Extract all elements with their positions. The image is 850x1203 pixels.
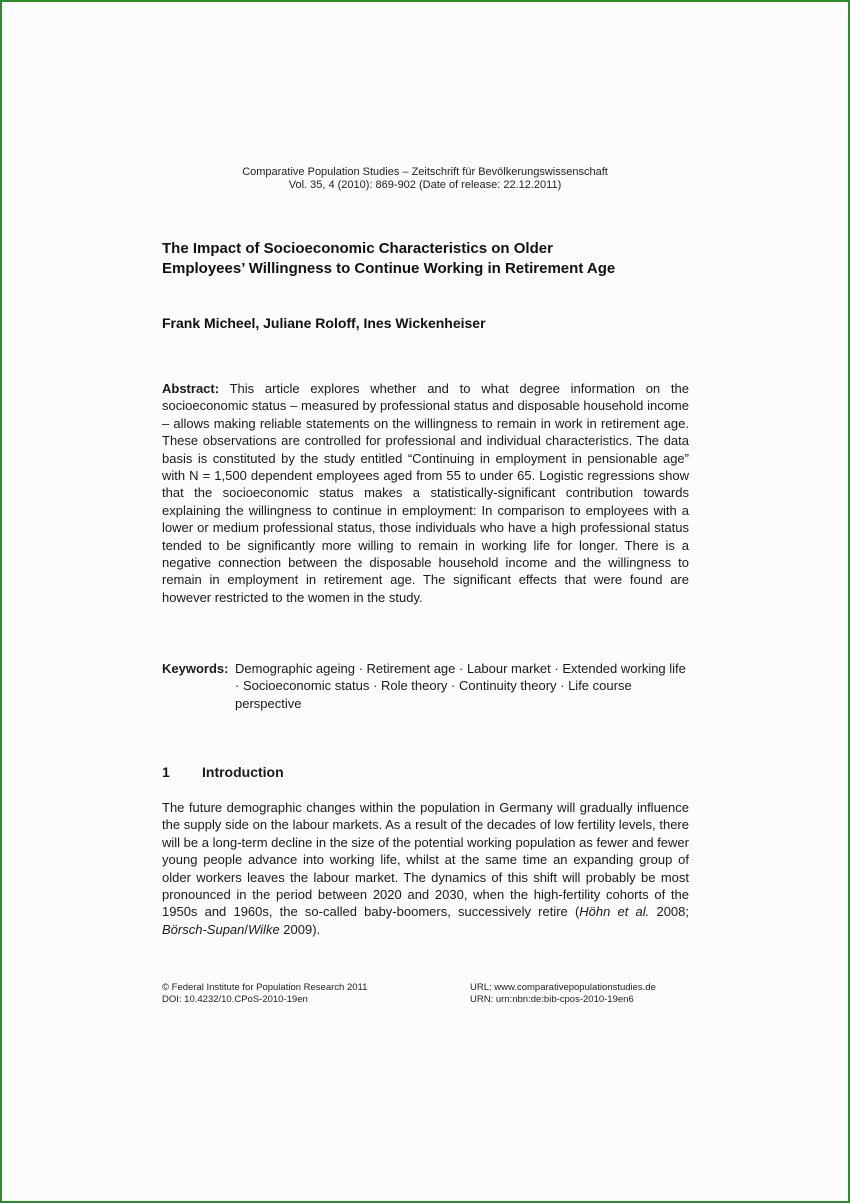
citation-separator: / [244,921,249,937]
article-title [162,239,702,279]
citation-author: Höhn et al. [579,904,650,920]
article-title-line1: The Impact of Socioeconomic Characteristics on Older [162,240,553,257]
footer-copyright: © Federal Institute for Population Research 2011 [162,982,368,993]
footer-left [162,982,367,1006]
section-number: 1 [162,764,170,780]
section-heading [162,764,689,780]
intro-paragraph [162,799,689,938]
footer-url: URL: www.comparativepopulationstudies.de [470,982,656,993]
section-title: Introduction [202,764,284,780]
footer-right [470,982,656,1006]
citation-author: Wilke [248,921,280,937]
citation-end: 2009). [279,921,321,937]
article-title-line2: Employees’ Willingness to Continue Working in Retirement Age [162,260,616,277]
journal-issue: Vol. 35, 4 (2010): 869-902 (Date of release: 22.12.2011) [288,179,562,191]
keywords-list: Demographic ageing · Retirement age · Labour market · Extended working life · Socioeconomic status · Role theory · Continuity theory · Life course perspective [235,661,686,711]
article-authors: Frank Micheel, Juliane Roloff, Ines Wickenheiser [162,315,486,331]
intro-text: The future demographic changes within the population in Germany will gradually influence the supply side on the labour markets. As a result of the decades of low fertility levels, there will be a long-term decline in the size of the potential working population as fewer and fewer young people advance into working life, whilst at the same time an expanding group of older workers leaves the labour market. The dynamics of this shift will probably be most pronounced in the period between 2020 and 2030, when the high-fertility cohorts of the 1950s and 1960s, the so-called baby-boomers, successively retire ( [162,800,689,920]
keywords [162,660,689,712]
abstract-text: This article explores whether and to what degree information on the socioeconomic status – measured by professional status and disposable household income – allows making reliable statements on the willingness to remain in work in retirement age. These observations are controlled for professional and individual characteristics. The data basis is constituted by the study entitled “Continuing in employment in pensionable age” with N = 1,500 dependent employees aged from 55 to under 65. Logistic regressions show that the socioeconomic status makes a statistically-significant contribution towards explaining the willingness to continue in employment: In comparison to employees with a lower or medium professional status, those individuals who have a high professional status tended to be significantly more willing to remain in working life for longer. There is a negative connection between the disposable household income and the willingness to remain in employment in retirement age. The significant effects that were found are however restricted to the women in the study. [162,381,689,605]
footer-urn: URN: urn:nbn:de:bib-cpos-2010-19en6 [470,994,634,1005]
abstract-label: Abstract: [162,381,220,396]
keywords-label: Keywords: [162,661,229,676]
journal-header [2,166,848,192]
citation-author: Börsch-Supan [162,921,245,937]
footer-doi: DOI: 10.4232/10.CPoS-2010-19en [162,994,308,1005]
abstract [162,380,689,606]
citation-year: 2008; [649,904,690,920]
journal-name: Comparative Population Studies – Zeitschrift für Bevölkerungswissenschaft [242,166,608,178]
